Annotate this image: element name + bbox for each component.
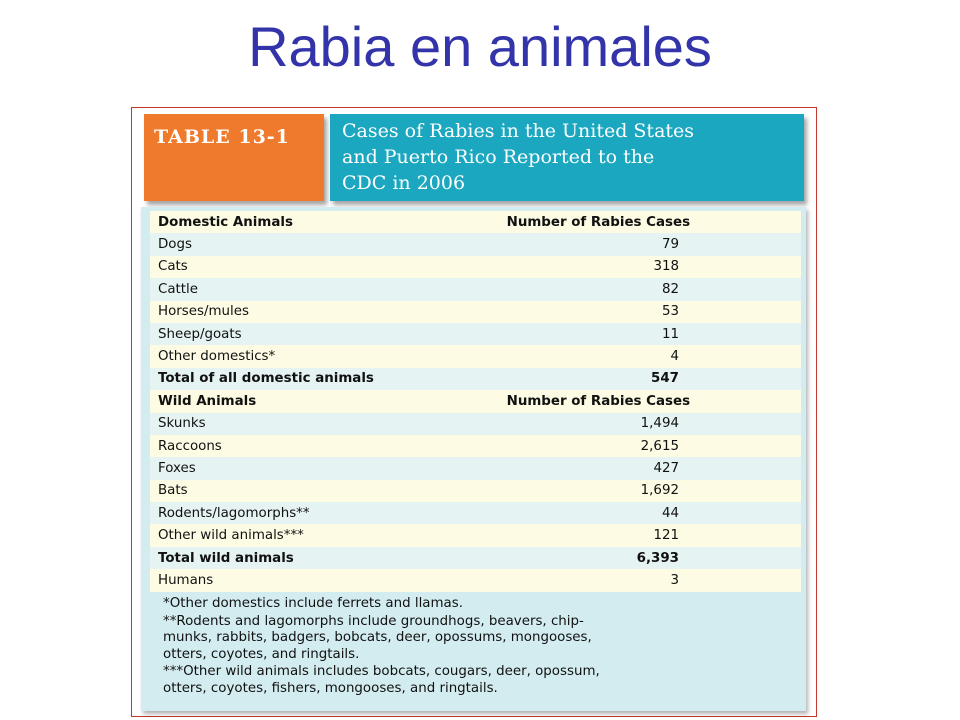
table-section-header bbox=[150, 211, 801, 233]
row-label: Horses/mules bbox=[150, 301, 507, 323]
row-label: Cats bbox=[150, 256, 507, 278]
row-label: Humans bbox=[150, 569, 507, 591]
caption-line: Cases of Rabies in the United States bbox=[342, 120, 695, 142]
row-value: 53 bbox=[507, 301, 801, 323]
column-header-cases: Number of Rabies Cases bbox=[507, 390, 801, 412]
row-label: Sheep/goats bbox=[150, 323, 507, 345]
row-label: Other wild animals*** bbox=[150, 524, 507, 546]
table-caption bbox=[342, 118, 792, 196]
footnote-line: *Other domestics include ferrets and llamas. bbox=[163, 596, 463, 611]
table-row bbox=[150, 502, 801, 524]
caption-line: and Puerto Rico Reported to the bbox=[342, 146, 655, 168]
row-value: 121 bbox=[507, 524, 801, 546]
footnote-line: munks, rabbits, badgers, bobcats, deer, opossums, mongooses, bbox=[163, 630, 592, 645]
table-row bbox=[150, 323, 801, 345]
caption-line: CDC in 2006 bbox=[342, 172, 466, 194]
table-row bbox=[150, 569, 801, 591]
row-value: 1,494 bbox=[507, 413, 801, 435]
table-row bbox=[150, 435, 801, 457]
table-row bbox=[150, 233, 801, 255]
table-row bbox=[150, 278, 801, 300]
footnote-line: ***Other wild animals includes bobcats, cougars, deer, opossum, bbox=[163, 664, 600, 679]
row-label: Cattle bbox=[150, 278, 507, 300]
row-value: 79 bbox=[507, 233, 801, 255]
table-footnotes bbox=[163, 596, 803, 698]
row-label: Skunks bbox=[150, 413, 507, 435]
table-row bbox=[150, 301, 801, 323]
table-row bbox=[150, 256, 801, 278]
row-value: 44 bbox=[507, 502, 801, 524]
table-row bbox=[150, 524, 801, 546]
row-label: Rodents/lagomorphs** bbox=[150, 502, 507, 524]
row-value: 11 bbox=[507, 323, 801, 345]
row-value: 427 bbox=[507, 457, 801, 479]
row-label: Dogs bbox=[150, 233, 507, 255]
row-label: Bats bbox=[150, 480, 507, 502]
row-value: 3 bbox=[507, 569, 801, 591]
row-value: 2,615 bbox=[507, 435, 801, 457]
column-header-category: Wild Animals bbox=[150, 390, 507, 412]
row-label: Foxes bbox=[150, 457, 507, 479]
table-row bbox=[150, 413, 801, 435]
rabies-table bbox=[150, 211, 801, 592]
row-label: Total of all domestic animals bbox=[150, 368, 507, 390]
footnote bbox=[163, 614, 803, 664]
row-label: Total wild animals bbox=[150, 547, 507, 569]
table-caption-box bbox=[330, 114, 804, 201]
row-label: Other domestics* bbox=[150, 345, 507, 367]
row-label: Raccoons bbox=[150, 435, 507, 457]
table-number-tag bbox=[144, 114, 324, 201]
table-total-row bbox=[150, 547, 801, 569]
footnote bbox=[163, 596, 803, 613]
table-row bbox=[150, 480, 801, 502]
slide-title: Rabia en animales bbox=[248, 15, 712, 78]
footnote-line: otters, coyotes, fishers, mongooses, and ringtails. bbox=[163, 680, 498, 696]
row-value: 547 bbox=[507, 368, 801, 390]
row-value: 318 bbox=[507, 256, 801, 278]
footnote bbox=[163, 664, 803, 697]
table-row bbox=[150, 345, 801, 367]
column-header-cases: Number of Rabies Cases bbox=[507, 211, 801, 233]
footnote-line: otters, coyotes, and ringtails. bbox=[163, 646, 360, 662]
table-section-header bbox=[150, 390, 801, 412]
column-header-category: Domestic Animals bbox=[150, 211, 507, 233]
table-row bbox=[150, 457, 801, 479]
row-value: 82 bbox=[507, 278, 801, 300]
table-total-row bbox=[150, 368, 801, 390]
table-number: TABLE 13-1 bbox=[154, 126, 290, 148]
row-value: 4 bbox=[507, 345, 801, 367]
footnote-line: **Rodents and lagomorphs include groundhogs, beavers, chip- bbox=[163, 613, 584, 629]
row-value: 1,692 bbox=[507, 480, 801, 502]
row-value: 6,393 bbox=[507, 547, 801, 569]
